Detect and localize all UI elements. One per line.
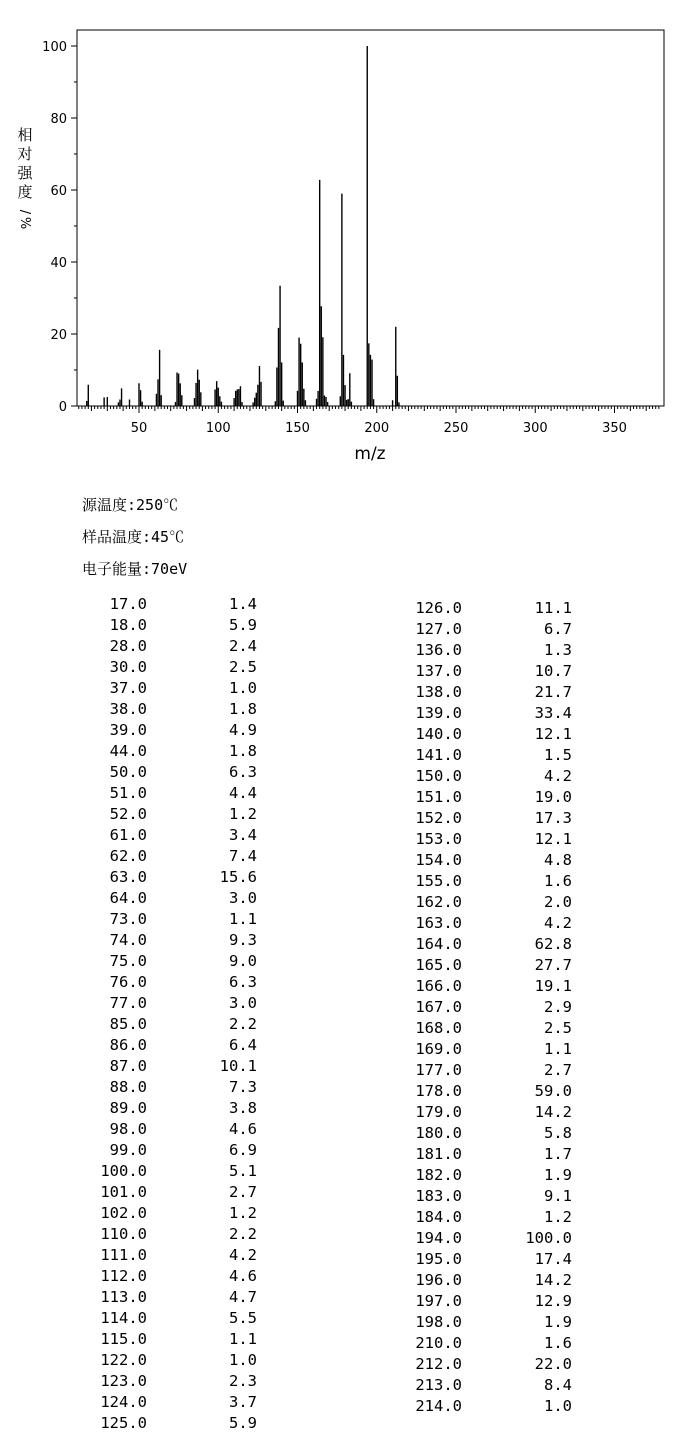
x-axis: [79, 406, 659, 436]
mz-value: 181.0: [415, 1145, 462, 1163]
peak-table-row: [392, 787, 572, 808]
y-axis-label-char: 强: [17, 164, 33, 182]
peak-table-row: [392, 682, 572, 703]
mz-value: 165.0: [415, 956, 462, 974]
mz-value: 73.0: [109, 910, 147, 928]
peak-table-row: [0, 867, 257, 888]
mz-value: 179.0: [415, 1103, 462, 1121]
relative-abundance-value: 3.8: [229, 1099, 257, 1117]
relative-abundance-value: 1.6: [544, 872, 572, 890]
peak-table-row: [392, 1123, 572, 1144]
peak-table-row: [0, 1014, 257, 1035]
mz-value: 110.0: [100, 1225, 147, 1243]
relative-abundance-value: 19.1: [534, 977, 572, 995]
peak-table-row: [0, 888, 257, 909]
peak-table-row: [0, 1224, 257, 1245]
relative-abundance-value: 14.2: [534, 1271, 572, 1289]
peak-table-row: [0, 678, 257, 699]
relative-abundance-value: 5.8: [544, 1124, 572, 1142]
mz-value: 210.0: [415, 1334, 462, 1352]
y-axis-label-char: 对: [17, 145, 33, 163]
peak-table-row: [0, 1077, 257, 1098]
relative-abundance-value: 4.2: [544, 914, 572, 932]
relative-abundance-value: 3.0: [229, 889, 257, 907]
mz-value: 154.0: [415, 851, 462, 869]
y-axis-label-char: /: [17, 209, 32, 215]
peak-table-row: [0, 1392, 257, 1413]
mz-value: 136.0: [415, 641, 462, 659]
peak-table-row: [392, 1102, 572, 1123]
relative-abundance-value: 10.7: [534, 662, 572, 680]
y-tick-label: 20: [50, 328, 67, 343]
mz-value: 98.0: [109, 1120, 147, 1138]
peak-table-row: [0, 615, 257, 636]
mz-value: 28.0: [109, 637, 147, 655]
mz-value: 44.0: [109, 742, 147, 760]
y-tick-label: 100: [42, 40, 67, 55]
mz-value: 212.0: [415, 1355, 462, 1373]
mz-value: 100.0: [100, 1162, 147, 1180]
relative-abundance-value: 22.0: [534, 1355, 572, 1373]
peak-table-row: [0, 1266, 257, 1287]
peak-table-row: [392, 766, 572, 787]
mz-value: 152.0: [415, 809, 462, 827]
mz-value: 169.0: [415, 1040, 462, 1058]
mz-value: 38.0: [109, 700, 147, 718]
peak-table-row: [0, 1308, 257, 1329]
peak-table-right: [392, 598, 572, 1417]
y-tick-label: 40: [50, 256, 67, 271]
relative-abundance-value: 1.3: [544, 641, 572, 659]
relative-abundance-value: 4.4: [229, 784, 257, 802]
relative-abundance-value: 6.9: [229, 1141, 257, 1159]
relative-abundance-value: 3.0: [229, 994, 257, 1012]
relative-abundance-value: 6.3: [229, 763, 257, 781]
relative-abundance-value: 1.0: [229, 679, 257, 697]
peak-table-row: [0, 1371, 257, 1392]
relative-abundance-value: 2.9: [544, 998, 572, 1016]
peak-table-row: [0, 1056, 257, 1077]
peak-table-row: [392, 619, 572, 640]
peak-table-row: [392, 640, 572, 661]
peak-table-row: [392, 892, 572, 913]
peak-table-row: [0, 1245, 257, 1266]
peak-table-row: [392, 1165, 572, 1186]
relative-abundance-value: 3.7: [229, 1393, 257, 1411]
peak-table-row: [392, 913, 572, 934]
mz-value: 184.0: [415, 1208, 462, 1226]
mz-value: 162.0: [415, 893, 462, 911]
peak-table-row: [392, 724, 572, 745]
mz-value: 153.0: [415, 830, 462, 848]
y-axis-label-char: 度: [17, 183, 33, 201]
relative-abundance-value: 4.7: [229, 1288, 257, 1306]
relative-abundance-value: 15.6: [219, 868, 257, 886]
mz-value: 89.0: [109, 1099, 147, 1117]
peak-table-row: [392, 850, 572, 871]
x-tick-label: 350: [602, 421, 627, 436]
x-tick-label: 250: [443, 421, 469, 436]
electron-energy: 电子能量:70eV: [82, 560, 188, 578]
mz-value: 137.0: [415, 662, 462, 680]
mz-value: 197.0: [415, 1292, 462, 1310]
peak-table-row: [392, 1207, 572, 1228]
relative-abundance-value: 12.9: [534, 1292, 572, 1310]
plot-frame: [77, 30, 664, 406]
y-tick-label: 0: [58, 400, 67, 415]
relative-abundance-value: 1.7: [544, 1145, 572, 1163]
mz-value: 113.0: [100, 1288, 147, 1306]
peak-table-row: [392, 745, 572, 766]
peak-table-row: [392, 1039, 572, 1060]
mz-value: 17.0: [109, 595, 147, 613]
relative-abundance-value: 4.2: [229, 1246, 257, 1264]
mz-value: 178.0: [415, 1082, 462, 1100]
relative-abundance-value: 1.6: [544, 1334, 572, 1352]
relative-abundance-value: 1.1: [229, 1330, 257, 1348]
mz-value: 50.0: [109, 763, 147, 781]
peak-table-row: [392, 829, 572, 850]
relative-abundance-value: 10.1: [219, 1057, 257, 1075]
relative-abundance-value: 1.2: [229, 1204, 257, 1222]
x-tick-label: 200: [364, 421, 390, 436]
peak-table-row: [0, 657, 257, 678]
peak-bars: [87, 46, 399, 406]
peak-table-row: [0, 951, 257, 972]
y-axis-label-char: %: [17, 216, 32, 230]
peak-table-row: [0, 762, 257, 783]
mz-value: 126.0: [415, 599, 462, 617]
mz-value: 195.0: [415, 1250, 462, 1268]
relative-abundance-value: 14.2: [534, 1103, 572, 1121]
peak-table-row: [0, 1203, 257, 1224]
relative-abundance-value: 9.1: [544, 1187, 572, 1205]
relative-abundance-value: 7.4: [229, 847, 257, 865]
relative-abundance-value: 1.9: [544, 1166, 572, 1184]
peak-table-row: [0, 909, 257, 930]
relative-abundance-value: 1.0: [229, 1351, 257, 1369]
peak-table-row: [0, 741, 257, 762]
relative-abundance-value: 5.1: [229, 1162, 257, 1180]
peak-table-row: [0, 1035, 257, 1056]
mz-value: 114.0: [100, 1309, 147, 1327]
peak-table-row: [0, 594, 257, 615]
mz-value: 127.0: [415, 620, 462, 638]
mz-value: 39.0: [109, 721, 147, 739]
relative-abundance-value: 12.1: [534, 725, 572, 743]
relative-abundance-value: 4.2: [544, 767, 572, 785]
relative-abundance-value: 2.5: [229, 658, 257, 676]
peak-table-row: [392, 934, 572, 955]
mz-value: 101.0: [100, 1183, 147, 1201]
relative-abundance-value: 5.5: [229, 1309, 257, 1327]
peak-table-row: [392, 1144, 572, 1165]
relative-abundance-value: 2.2: [229, 1015, 257, 1033]
relative-abundance-value: 1.8: [229, 742, 257, 760]
peak-table-row: [0, 804, 257, 825]
mz-value: 30.0: [109, 658, 147, 676]
peak-table-row: [0, 699, 257, 720]
peak-table-row: [392, 1249, 572, 1270]
relative-abundance-value: 1.4: [229, 595, 257, 613]
peak-table-row: [0, 1287, 257, 1308]
relative-abundance-value: 2.4: [229, 637, 257, 655]
mz-value: 163.0: [415, 914, 462, 932]
peak-table-row: [392, 1018, 572, 1039]
mz-value: 198.0: [415, 1313, 462, 1331]
mz-value: 155.0: [415, 872, 462, 890]
mz-value: 168.0: [415, 1019, 462, 1037]
y-axis-label: [17, 126, 33, 229]
y-axis: [42, 40, 77, 415]
relative-abundance-value: 6.4: [229, 1036, 257, 1054]
mass-spectrum-chart: [0, 0, 687, 470]
peak-table-row: [392, 976, 572, 997]
mz-value: 102.0: [100, 1204, 147, 1222]
source-temperature: 源温度:250℃: [82, 496, 179, 514]
relative-abundance-value: 4.9: [229, 721, 257, 739]
relative-abundance-value: 17.3: [534, 809, 572, 827]
peak-table-row: [392, 808, 572, 829]
mz-value: 86.0: [109, 1036, 147, 1054]
peak-table-row: [392, 1060, 572, 1081]
relative-abundance-value: 1.8: [229, 700, 257, 718]
mz-value: 62.0: [109, 847, 147, 865]
y-axis-label-char: 相: [17, 126, 33, 144]
mz-value: 151.0: [415, 788, 462, 806]
relative-abundance-value: 2.7: [544, 1061, 572, 1079]
relative-abundance-value: 9.3: [229, 931, 257, 949]
mz-value: 51.0: [109, 784, 147, 802]
peak-table-row: [392, 598, 572, 619]
mz-value: 122.0: [100, 1351, 147, 1369]
relative-abundance-value: 5.9: [229, 1414, 257, 1432]
x-tick-label: 300: [522, 421, 548, 436]
peak-table-row: [392, 661, 572, 682]
relative-abundance-value: 1.9: [544, 1313, 572, 1331]
peak-table-row: [0, 1140, 257, 1161]
mz-value: 111.0: [100, 1246, 147, 1264]
peak-table-row: [0, 1161, 257, 1182]
relative-abundance-value: 2.3: [229, 1372, 257, 1390]
peak-table-row: [0, 783, 257, 804]
peak-table-row: [392, 1312, 572, 1333]
peak-table-row: [392, 1375, 572, 1396]
relative-abundance-value: 5.9: [229, 616, 257, 634]
x-axis-label: m/z: [354, 444, 386, 464]
mz-value: 167.0: [415, 998, 462, 1016]
peak-table-row: [392, 1291, 572, 1312]
mz-value: 124.0: [100, 1393, 147, 1411]
relative-abundance-value: 6.7: [544, 620, 572, 638]
peak-table-row: [0, 720, 257, 741]
mz-value: 150.0: [415, 767, 462, 785]
relative-abundance-value: 9.0: [229, 952, 257, 970]
peak-table-row: [0, 972, 257, 993]
relative-abundance-value: 21.7: [534, 683, 572, 701]
mz-value: 123.0: [100, 1372, 147, 1390]
relative-abundance-value: 33.4: [534, 704, 572, 722]
peak-table-row: [392, 955, 572, 976]
peak-table-row: [0, 1119, 257, 1140]
relative-abundance-value: 1.2: [544, 1208, 572, 1226]
relative-abundance-value: 100.0: [525, 1229, 572, 1247]
mz-value: 139.0: [415, 704, 462, 722]
mz-value: 88.0: [109, 1078, 147, 1096]
mz-value: 112.0: [100, 1267, 147, 1285]
relative-abundance-value: 62.8: [534, 935, 572, 953]
peak-table-row: [0, 993, 257, 1014]
relative-abundance-value: 1.1: [544, 1040, 572, 1058]
relative-abundance-value: 7.3: [229, 1078, 257, 1096]
relative-abundance-value: 27.7: [534, 956, 572, 974]
relative-abundance-value: 1.0: [544, 1397, 572, 1415]
mz-value: 99.0: [109, 1141, 147, 1159]
y-tick-label: 80: [50, 112, 67, 127]
peak-table-left: [0, 594, 257, 1434]
mz-value: 140.0: [415, 725, 462, 743]
y-tick-label: 60: [50, 184, 67, 199]
mz-value: 183.0: [415, 1187, 462, 1205]
mz-value: 63.0: [109, 868, 147, 886]
relative-abundance-value: 3.4: [229, 826, 257, 844]
mz-value: 213.0: [415, 1376, 462, 1394]
relative-abundance-value: 59.0: [534, 1082, 572, 1100]
relative-abundance-value: 12.1: [534, 830, 572, 848]
relative-abundance-value: 4.8: [544, 851, 572, 869]
relative-abundance-value: 6.3: [229, 973, 257, 991]
mz-value: 141.0: [415, 746, 462, 764]
peak-table-row: [0, 636, 257, 657]
relative-abundance-value: 8.4: [544, 1376, 572, 1394]
peak-table-row: [0, 930, 257, 951]
mz-value: 76.0: [109, 973, 147, 991]
mz-value: 74.0: [109, 931, 147, 949]
relative-abundance-value: 4.6: [229, 1267, 257, 1285]
peak-table-row: [392, 1228, 572, 1249]
relative-abundance-value: 4.6: [229, 1120, 257, 1138]
peak-table-row: [392, 871, 572, 892]
peak-table-row: [0, 1098, 257, 1119]
peak-table-row: [0, 1329, 257, 1350]
relative-abundance-value: 17.4: [534, 1250, 572, 1268]
mz-value: 85.0: [109, 1015, 147, 1033]
mz-value: 166.0: [415, 977, 462, 995]
mz-value: 61.0: [109, 826, 147, 844]
mz-value: 37.0: [109, 679, 147, 697]
x-tick-label: 150: [285, 421, 310, 436]
mz-value: 18.0: [109, 616, 147, 634]
mz-value: 75.0: [109, 952, 147, 970]
relative-abundance-value: 11.1: [534, 599, 572, 617]
peak-table-row: [392, 1186, 572, 1207]
mz-value: 125.0: [100, 1414, 147, 1432]
mz-value: 138.0: [415, 683, 462, 701]
mz-value: 182.0: [415, 1166, 462, 1184]
peak-table-row: [392, 997, 572, 1018]
mz-value: 52.0: [109, 805, 147, 823]
relative-abundance-value: 2.5: [544, 1019, 572, 1037]
relative-abundance-value: 1.1: [229, 910, 257, 928]
peak-table-row: [392, 703, 572, 724]
mz-value: 180.0: [415, 1124, 462, 1142]
mz-value: 196.0: [415, 1271, 462, 1289]
peak-table-row: [392, 1396, 572, 1417]
mz-value: 64.0: [109, 889, 147, 907]
mz-value: 214.0: [415, 1397, 462, 1415]
relative-abundance-value: 2.2: [229, 1225, 257, 1243]
peak-table-row: [0, 846, 257, 867]
relative-abundance-value: 2.7: [229, 1183, 257, 1201]
mz-value: 177.0: [415, 1061, 462, 1079]
x-tick-label: 50: [130, 421, 148, 436]
mz-value: 164.0: [415, 935, 462, 953]
mz-value: 77.0: [109, 994, 147, 1012]
peak-table-row: [0, 825, 257, 846]
mz-value: 115.0: [100, 1330, 147, 1348]
relative-abundance-value: 2.0: [544, 893, 572, 911]
peak-table-row: [392, 1354, 572, 1375]
peak-table-row: [0, 1413, 257, 1434]
relative-abundance-value: 19.0: [534, 788, 572, 806]
sample-temperature: 样品温度:45℃: [82, 528, 185, 546]
relative-abundance-value: 1.2: [229, 805, 257, 823]
relative-abundance-value: 1.5: [544, 746, 572, 764]
peak-table-row: [0, 1350, 257, 1371]
mz-value: 87.0: [109, 1057, 147, 1075]
peak-table-row: [392, 1081, 572, 1102]
x-tick-label: 100: [205, 421, 231, 436]
mz-value: 194.0: [415, 1229, 462, 1247]
peak-table-row: [392, 1333, 572, 1354]
peak-table-row: [0, 1182, 257, 1203]
peak-table-row: [392, 1270, 572, 1291]
